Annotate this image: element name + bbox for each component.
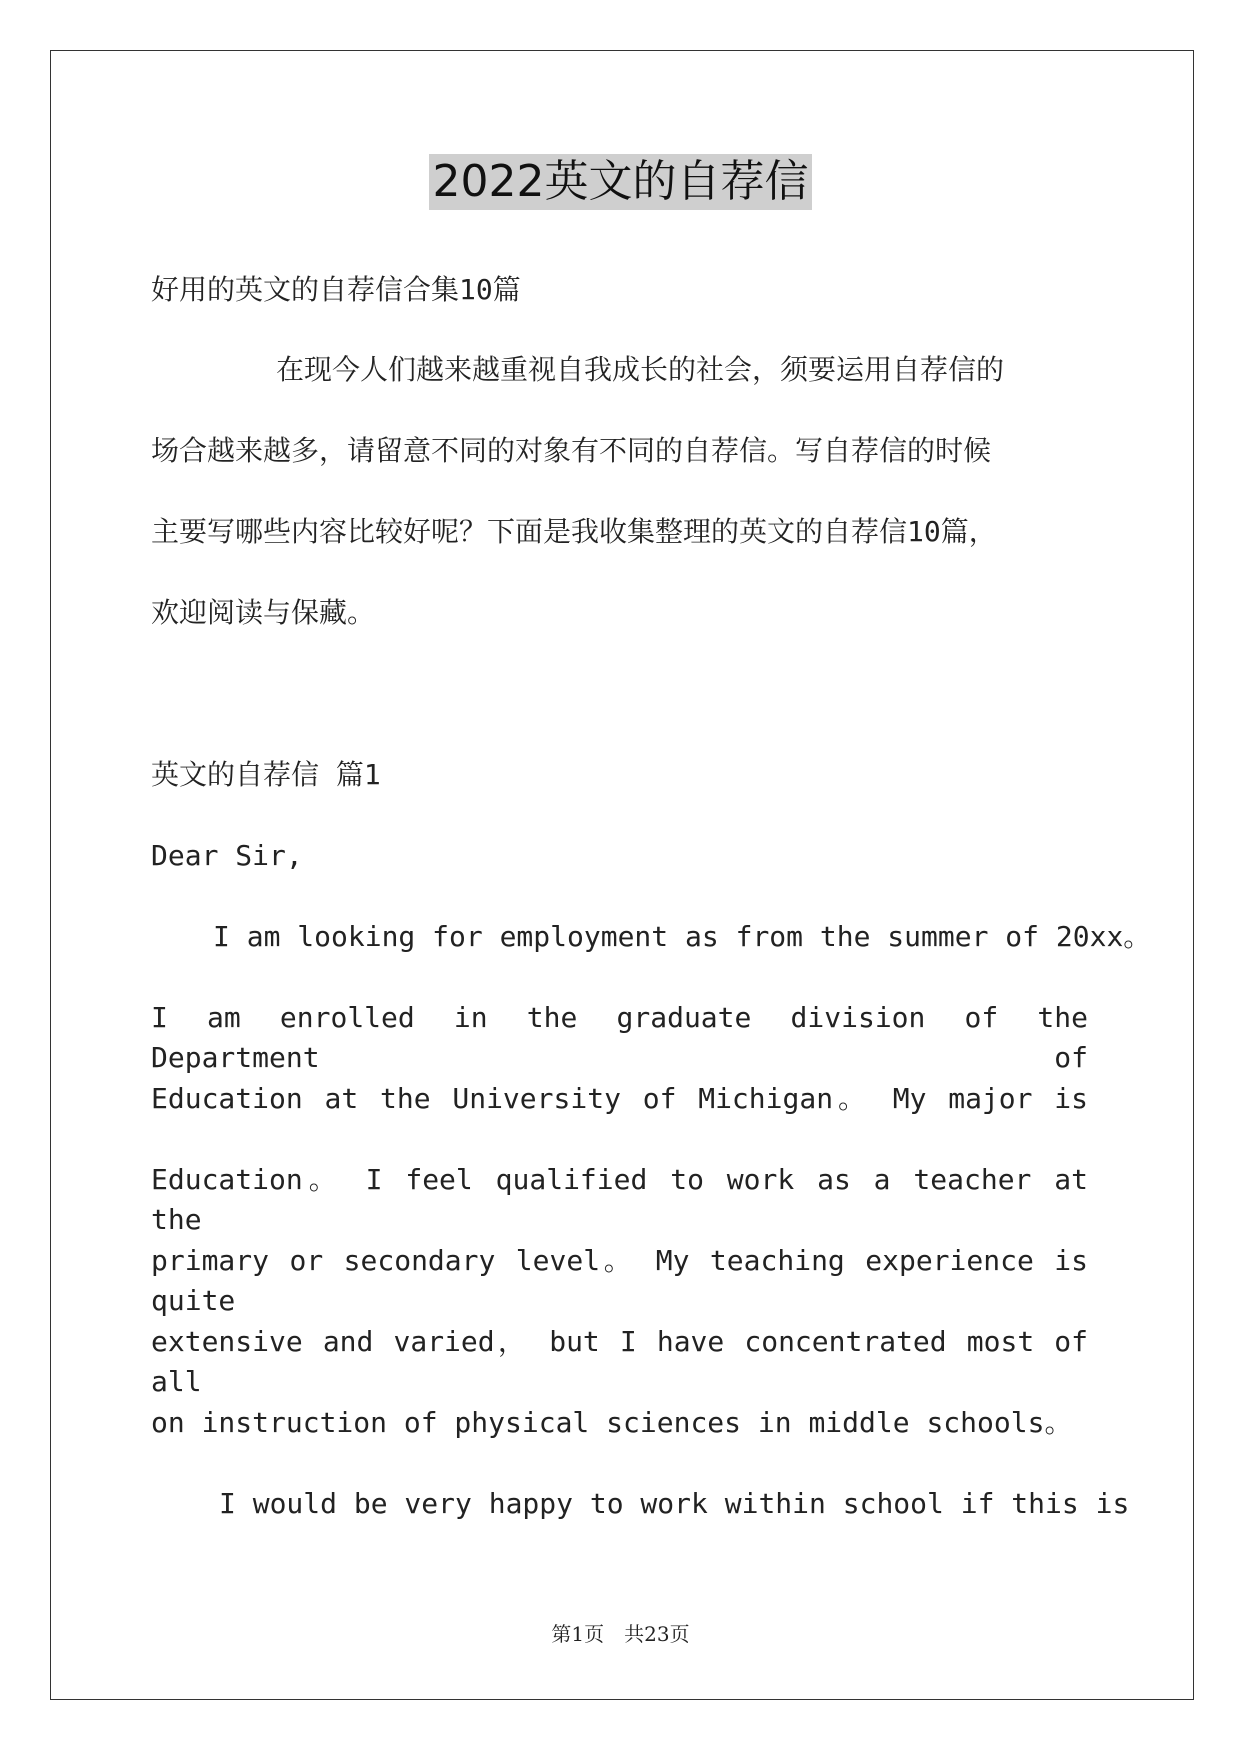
document-title: 2022英文的自荐信 <box>429 154 813 210</box>
body-line: Education。 I feel qualified to work as a teacher at the <box>151 1163 1088 1236</box>
document-subtitle: 好用的英文的自荐信合集10篇 <box>151 273 521 306</box>
body-line: I am enrolled in the graduate division of the Department of <box>151 1001 1088 1074</box>
salutation: Dear Sir, <box>151 839 303 872</box>
body-line: on instruction of physical sciences in middle schools。 <box>151 1406 1073 1439</box>
intro-line: 欢迎阅读与保藏。 <box>151 596 376 629</box>
intro-line: 场合越来越多，请留意不同的对象有不同的自荐信。写自荐信的时候 <box>151 434 992 467</box>
title-container <box>0 154 1241 210</box>
body-line: I am looking for employment as from the summer of 20xx。 <box>213 920 1152 953</box>
section-heading: 英文的自荐信 篇1 <box>151 758 381 791</box>
page-number: 第1页 共23页 <box>551 1622 690 1646</box>
intro-line: 在现今人们越来越重视自我成长的社会，须要运用自荐信的 <box>276 353 1005 386</box>
body-line: I would be very happy to work within school if this is <box>219 1487 1130 1520</box>
body-line: extensive and varied， but I have concentrated most of all <box>151 1325 1088 1398</box>
body-line: primary or secondary level。 My teaching experience is quite <box>151 1244 1088 1317</box>
intro-line: 主要写哪些内容比较好呢？下面是我收集整理的英文的自荐信10篇， <box>151 515 997 548</box>
body-line: Education at the University of Michigan。 My major is <box>151 1082 1088 1115</box>
